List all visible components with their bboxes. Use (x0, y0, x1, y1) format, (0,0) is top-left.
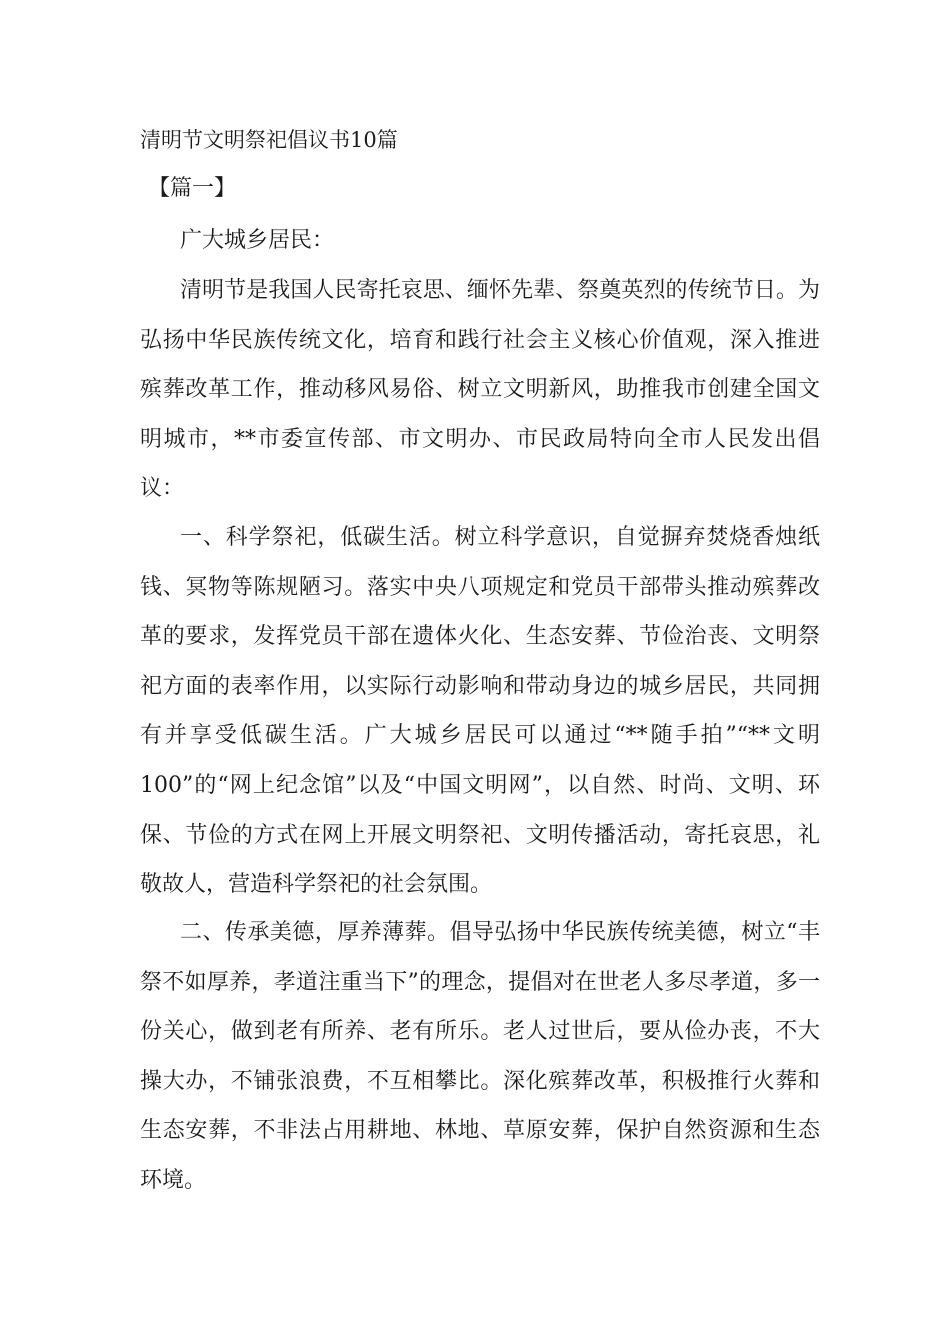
paragraph-item-one: 一、科学祭祀，低碳生活。树立科学意识，自觉摒弃焚烧香烛纸钱、冥物等陈规陋习。落实中央八项规定和党员干部带头推动殡葬改革的要求，发挥党员干部在遗体火化、生态安葬、节俭治丧、文明祭祀方面的表率作用，以实际行动影响和带动身边的城乡居民，共同拥有并享受低碳生活。广大城乡居民可以通过“**随手拍”“**文明100”的“网上纪念馆”以及“中国文明网”，以自然、时尚、文明、环保、节俭的方式在网上开展文明祭祀、文明传播活动，寄托哀思，礼敬故人，营造科学祭祀的社会氛围。 (140, 525, 820, 898)
paragraph-intro: 清明节是我国人民寄托哀思、缅怀先辈、祭奠英烈的传统节日。为弘扬中华民族传统文化，培育和践行社会主义核心价值观，深入推进殡葬改革工作，推动移风易俗、树立文明新风，助推我市创建全国文明城市，**市委宣传部、市文明办、市民政局特向全市人民发出倡议： (140, 278, 820, 502)
salutation: 广大城乡居民： (180, 228, 335, 253)
document-title: 清明节文明祭祀倡议书10篇 (140, 128, 398, 152)
paragraph-item-two: 二、传承美德，厚养薄葬。倡导弘扬中华民族传统美德，树立“丰祭不如厚养，孝道注重当下”的理念，提倡对在世老人多尽孝道，多一份关心，做到老有所养、老有所乐。老人过世后，要从俭办丧，不大操大办，不铺张浪费，不互相攀比。深化殡葬改革，积极推行火葬和生态安葬，不非法占用耕地、林地、草原安葬，保护自然资源和生态环境。 (140, 920, 820, 1193)
section-heading: 【篇一】 (148, 176, 237, 201)
